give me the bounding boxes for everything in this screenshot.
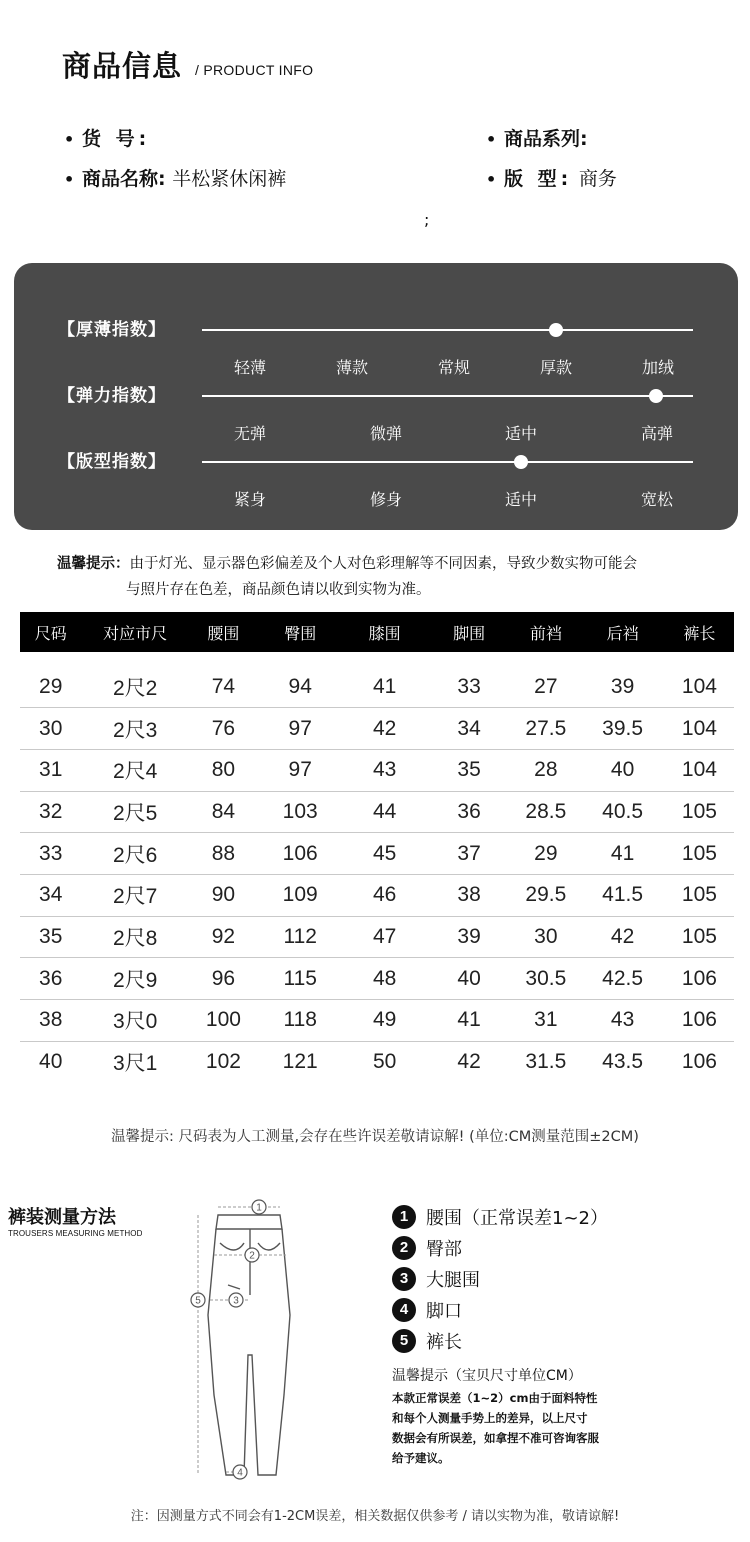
table-cell: 49 [372,1008,397,1032]
table-cell: 97 [288,758,312,782]
measure-item-label: 裤长 [426,1331,462,1353]
info-fit [486,164,617,191]
index-track [202,329,693,331]
table-cell: 27.5 [525,716,567,740]
table-row [20,1041,734,1083]
table-cell: 29 [39,674,63,698]
table-cell: 39 [457,924,481,948]
index-option: 轻薄 [233,358,266,377]
index-option: 薄款 [335,358,368,377]
index-marker [549,323,563,337]
table-cell: 34 [457,716,481,740]
table-cell: 40.5 [602,799,644,823]
table-cell: 2尺9 [112,968,158,992]
table-cell: 46 [372,883,397,907]
table-cell: 35 [39,924,63,948]
index-option: 常规 [437,358,470,377]
info-item-no [64,124,150,151]
table-row [20,958,734,1000]
table-cell: 112 [283,924,317,948]
table-cell: 31.5 [525,1050,567,1074]
table-cell: 105 [681,799,717,823]
index-panel [14,263,738,530]
table-cell: 42.5 [602,966,644,990]
table-cell: 104 [681,758,717,782]
table-cell: 30 [39,716,63,740]
notice-line-2: 与照片存在色差，商品颜色请以收到实物为准。 [126,582,431,598]
measure-title: 裤装测量方法 [8,1207,116,1228]
bullet: • [486,130,497,149]
number-badge: 2 [392,1236,416,1260]
measure-list [392,1201,608,1356]
table-cell: 2尺7 [112,885,158,909]
table-cell: 39 [610,674,635,698]
diagram-label-4: 4 [237,1467,243,1479]
table-row [20,708,734,750]
table-cell: 33 [39,841,63,865]
table-cell: 29.5 [525,883,567,907]
col-header: 对应市尺 [103,623,168,643]
table-cell: 39.5 [602,716,644,740]
table-cell: 41 [610,841,635,865]
measure-item-label: 臀部 [426,1238,462,1260]
index-option: 宽松 [640,490,673,509]
table-cell: 2尺4 [112,760,158,784]
index-option: 适中 [504,490,537,509]
index-label: 【版型指数】 [58,452,166,472]
table-cell: 32 [39,799,63,823]
table-row [20,916,734,958]
table-cell: 2尺2 [112,676,158,700]
fit-value: 商务 [578,168,617,190]
table-cell: 105 [681,924,717,948]
table-cell: 104 [681,716,717,740]
table-cell: 38 [457,883,481,907]
notice-line-1: 由于灯光、显示器色彩偏差及个人对色彩理解等不同因素，导致少数实物可能会 [129,556,637,572]
table-cell: 106 [681,1008,717,1032]
name-label: 商品名称: [82,168,166,190]
table-cell: 104 [681,674,717,698]
measure-item-label: 脚口 [426,1300,462,1322]
table-cell: 36 [457,799,481,823]
table-cell: 36 [39,966,63,990]
table-cell: 40 [39,1050,63,1074]
tip-line: 给予建议。 [392,1451,450,1465]
col-header: 前裆 [529,623,562,643]
index-option: 无弹 [233,424,266,443]
table-cell: 115 [283,966,317,990]
table-cell: 3尺1 [112,1052,158,1076]
index-row-elasticity [14,381,738,441]
table-cell: 105 [681,841,717,865]
notice-prefix: 温馨提示： [57,556,130,572]
table-cell: 2尺8 [112,926,158,950]
table-cell: 28 [534,758,558,782]
series-label: 商品系列: [504,128,588,150]
table-cell: 42 [372,716,397,740]
table-cell: 106 [681,1050,717,1074]
item-no-label: 货 号: [82,128,151,150]
tip-line: 本款正常误差（1~2）cm由于面料特性 [392,1391,598,1405]
table-cell: 44 [372,799,397,823]
index-label: 【弹力指数】 [58,386,166,406]
col-header: 后裆 [606,623,639,643]
table-header-row [20,612,734,652]
table-cell: 41.5 [602,883,644,907]
tip-title: 温馨提示（宝贝尺寸单位CM） [392,1368,582,1384]
table-cell: 41 [372,674,397,698]
index-option: 加绒 [641,358,674,377]
table-cell: 41 [457,1008,481,1032]
fit-label: 版 型: [504,168,573,190]
table-cell: 40 [610,758,635,782]
table-cell: 43 [372,758,397,782]
table-cell: 34 [39,883,63,907]
table-cell: 31 [39,758,63,782]
table-cell: 29 [534,841,558,865]
table-cell: 106 [282,841,318,865]
table-cell: 109 [282,883,318,907]
table-cell: 43.5 [602,1050,644,1074]
table-row [20,791,734,833]
table-cell: 48 [372,966,397,990]
table-row [20,874,734,916]
col-header: 尺码 [34,623,67,643]
table-cell: 30 [534,924,558,948]
measure-tip [392,1365,652,1468]
table-cell: 94 [288,674,312,698]
table-cell: 102 [205,1050,241,1074]
diagram-label-1: 1 [256,1202,262,1214]
table-cell: 2尺5 [112,801,158,825]
info-series [486,124,588,151]
table-cell: 96 [211,966,236,990]
table-cell: 35 [457,758,481,782]
table-row [20,749,734,791]
measure-item-thigh [392,1263,608,1294]
index-row-fit [14,447,738,507]
trousers-diagram [180,1195,320,1485]
index-track [202,461,693,463]
table-cell: 28.5 [525,799,567,823]
table-cell: 90 [211,883,236,907]
bullet: • [486,170,497,189]
color-notice [57,551,637,603]
col-header: 臀围 [284,623,317,643]
table-cell: 74 [211,674,236,698]
table-cell: 42 [610,924,635,948]
number-badge: 3 [392,1267,416,1291]
table-cell: 76 [211,716,236,740]
index-option: 高弹 [640,424,673,443]
table-cell: 42 [457,1050,481,1074]
measure-item-hem [392,1294,608,1325]
measure-subtitle: TROUSERS MEASURING METHOD [8,1229,143,1238]
table-cell: 2尺6 [112,843,158,867]
table-cell: 121 [282,1050,318,1074]
index-marker [649,389,663,403]
measure-item-hip [392,1232,608,1263]
table-cell: 40 [457,966,481,990]
name-value: 半松紧休闲裤 [172,168,287,190]
table-cell: 3尺0 [112,1010,158,1034]
col-header: 裤长 [683,623,716,643]
table-cell: 38 [39,1008,63,1032]
number-badge: 1 [392,1205,416,1229]
col-header: 膝围 [368,623,401,643]
number-badge: 5 [392,1329,416,1353]
tip-line: 数据会有所误差，如拿捏不准可咨询客服 [392,1431,599,1445]
table-cell: 103 [282,799,318,823]
table-cell: 27 [534,674,558,698]
stray-mark: ; [424,210,430,229]
table-cell: 97 [288,716,312,740]
index-option: 厚款 [539,358,572,377]
col-header: 腰围 [207,623,240,643]
diagram-label-2: 2 [249,1250,255,1262]
page-subtitle: / PRODUCT INFO [195,62,314,78]
table-cell: 106 [681,966,717,990]
table-row [20,833,734,875]
index-track [202,395,693,397]
table-cell: 50 [372,1050,397,1074]
table-cell: 100 [205,1008,241,1032]
table-cell: 2尺3 [112,718,158,742]
table-cell: 105 [681,883,717,907]
diagram-label-3: 3 [233,1295,239,1307]
index-marker [514,455,528,469]
footer-note: 注：因测量方式不同会有1-2CM误差，相关数据仅供参考 / 请以实物为准，敬请谅解! [130,1509,620,1524]
info-name [64,164,286,191]
bullet: • [64,170,75,189]
table-cell: 84 [211,799,236,823]
table-cell: 43 [610,1008,635,1032]
table-row [20,666,734,708]
index-option: 紧身 [233,490,266,509]
table-cell: 31 [534,1008,558,1032]
index-option: 修身 [369,490,402,509]
index-row-thickness [14,315,738,375]
measure-item-label: 腰围（正常误差1~2） [426,1207,608,1229]
index-label: 【厚薄指数】 [58,320,166,340]
measure-item-label: 大腿围 [426,1269,480,1291]
index-option: 适中 [504,424,537,443]
table-cell: 37 [457,841,481,865]
tip-line: 和每个人测量手势上的差异，以上尺寸 [392,1411,588,1425]
table-cell: 80 [211,758,236,782]
col-header: 脚围 [453,623,486,643]
table-cell: 47 [372,924,397,948]
index-option: 微弹 [369,424,402,443]
measure-item-length [392,1325,608,1356]
table-cell: 118 [283,1008,317,1032]
size-table [20,612,734,1083]
table-cell: 30.5 [525,966,567,990]
table-cell: 45 [372,841,397,865]
table-cell: 33 [457,674,481,698]
table-row [20,1000,734,1042]
measure-item-waist [392,1201,608,1232]
diagram-label-5: 5 [195,1295,201,1307]
table-cell: 88 [211,841,236,865]
measure-notice: 温馨提示: 尺码表为人工测量,会存在些许误差敬请谅解! (单位:CM测量范围±2CM) [111,1129,639,1145]
bullet: • [64,130,75,149]
number-badge: 4 [392,1298,416,1322]
table-cell: 92 [211,924,236,948]
page-title: 商品信息 [62,49,183,83]
